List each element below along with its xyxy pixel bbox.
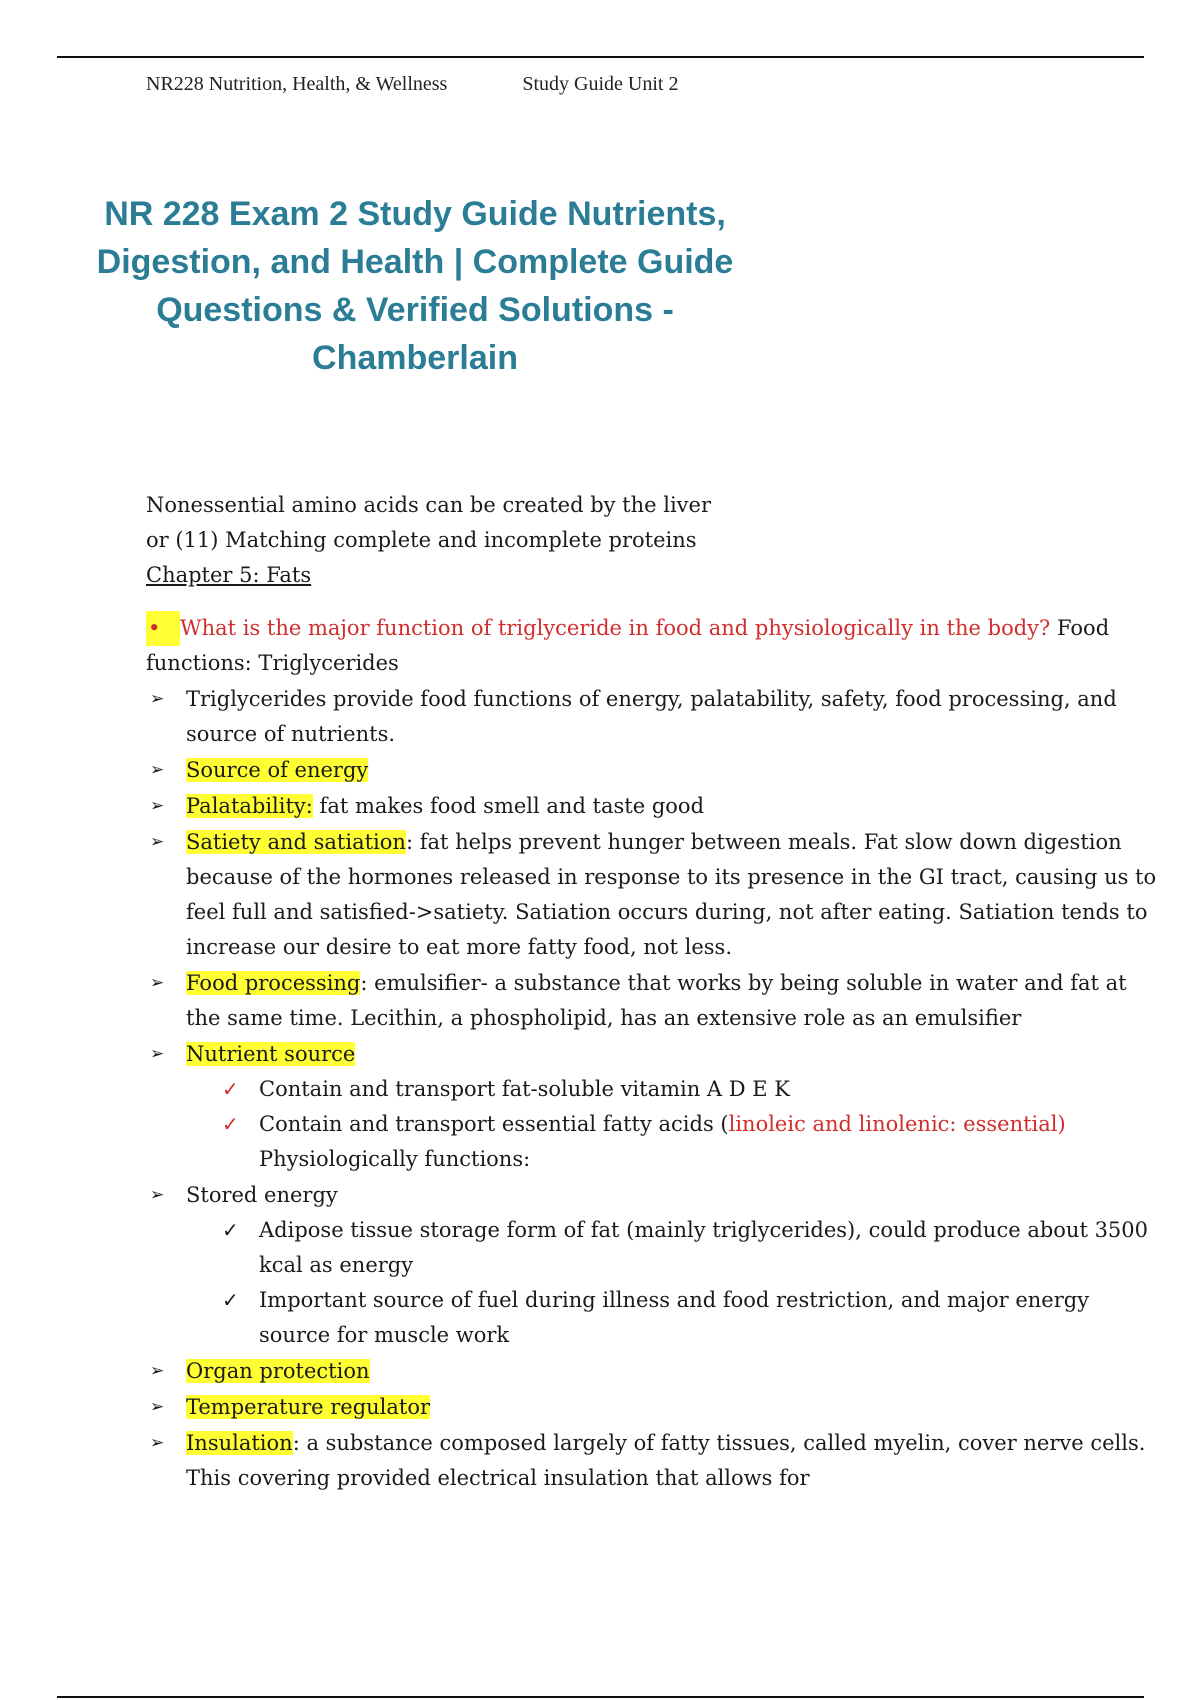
check-item xyxy=(114,1283,1166,1353)
list-item xyxy=(114,966,1166,1036)
document-title xyxy=(60,190,770,382)
list-item xyxy=(114,1390,1166,1425)
check-mark-icon: ✓ xyxy=(222,1288,239,1312)
list-item xyxy=(114,789,1166,824)
title-line: Chamberlain xyxy=(312,339,518,377)
list-item xyxy=(114,682,1166,752)
item-label: Organ protection xyxy=(186,1359,370,1383)
header-course: NR228 Nutrition, Health, & Wellness xyxy=(146,73,448,95)
title-line: NR 228 Exam 2 Study Guide Nutrients, xyxy=(104,195,726,233)
question-text: What is the major function of triglyceride in food and physiologically in the body? xyxy=(180,616,1051,640)
item-label: Palatability: xyxy=(186,794,313,818)
check-item xyxy=(114,1107,1166,1177)
item-text: : emulsifier- a substance that works by being soluble in water and fat at the same time. Lecithin, a phospholipid, has an extensive role as an emulsifier xyxy=(186,971,1127,1030)
question-answer: Food functions: Triglycerides xyxy=(146,616,1110,675)
intro-line: or (11) Matching complete and incomplete proteins xyxy=(146,528,697,552)
check-text: Adipose tissue storage form of fat (mainly triglycerides), could produce about 3500 kcal as energy xyxy=(259,1218,1149,1277)
arrow-bullet-icon: ➢ xyxy=(150,1361,165,1381)
arrow-bullet-icon: ➢ xyxy=(150,689,165,709)
intro-line: Nonessential amino acids can be created by the liver xyxy=(146,493,712,517)
arrow-bullet-icon: ➢ xyxy=(150,1044,165,1064)
item-text: : a substance composed largely of fatty tissues, called myelin, cover nerve cells. This covering provided electrical insulation that allows for xyxy=(186,1431,1146,1490)
item-text: Triglycerides provide food functions of energy, palatability, safety, food processing, and source of nutrients. xyxy=(186,687,1117,746)
arrow-bullet-icon: ➢ xyxy=(150,760,165,780)
page-header xyxy=(146,73,678,96)
title-line: Digestion, and Health | Complete Guide xyxy=(96,243,734,281)
item-label: Insulation xyxy=(186,1431,293,1455)
chapter-heading: Chapter 5: Fats xyxy=(146,563,312,587)
item-label: Food processing xyxy=(186,971,361,995)
item-text: fat makes food smell and taste good xyxy=(312,794,705,818)
list-item xyxy=(114,753,1166,788)
check-mark-icon: ✓ xyxy=(222,1218,239,1242)
arrow-bullet-icon: ➢ xyxy=(150,1185,165,1205)
header-unit: Study Guide Unit 2 xyxy=(522,73,679,95)
check-item xyxy=(114,1213,1166,1283)
list-item xyxy=(114,1178,1166,1213)
list-item xyxy=(114,1354,1166,1389)
check-mark-icon: ✓ xyxy=(222,1077,239,1101)
check-text: Contain and transport essential fatty acids ( xyxy=(259,1112,729,1136)
item-text: : fat helps prevent hunger between meals. Fat slow down digestion because of the hormones released in response to its presence in the GI tract, causing us to feel full and satisfied->satiety. Satiation occurs during, not after eating. Satiation tends to increase our desire to eat more fatty food, not less. xyxy=(186,830,1157,959)
list-item xyxy=(114,825,1166,965)
item-label: Satiety and satiation xyxy=(186,830,406,854)
check-mark-icon: ✓ xyxy=(222,1112,239,1136)
arrow-bullet-icon: ➢ xyxy=(150,1433,165,1453)
arrow-bullet-icon: ➢ xyxy=(150,973,165,993)
arrow-bullet-icon: ➢ xyxy=(150,796,165,816)
item-label: Source of energy xyxy=(186,758,369,782)
physio-label: Physiologically functions: xyxy=(259,1147,531,1171)
footer-rule xyxy=(57,1696,1144,1698)
item-label: Nutrient source xyxy=(186,1042,356,1066)
list-item xyxy=(114,1426,1166,1496)
item-text: Stored energy xyxy=(186,1183,338,1207)
essential-fatty-acids: linoleic and linolenic: essential) xyxy=(728,1112,1066,1136)
check-text: Important source of fuel during illness and food restriction, and major energy source for muscle work xyxy=(259,1288,1090,1347)
document-body xyxy=(146,488,1166,1496)
header-rule xyxy=(57,56,1144,58)
arrow-bullet-icon: ➢ xyxy=(150,832,165,852)
list-item xyxy=(114,1037,1166,1072)
bullet-dot-icon: • xyxy=(146,611,180,646)
title-line: Questions & Verified Solutions - xyxy=(156,291,674,329)
item-label: Temperature regulator xyxy=(186,1395,431,1419)
check-item xyxy=(114,1072,1166,1107)
question-paragraph xyxy=(146,611,1166,681)
check-text: Contain and transport fat-soluble vitamin A D E K xyxy=(259,1077,790,1101)
arrow-bullet-icon: ➢ xyxy=(150,1397,165,1417)
